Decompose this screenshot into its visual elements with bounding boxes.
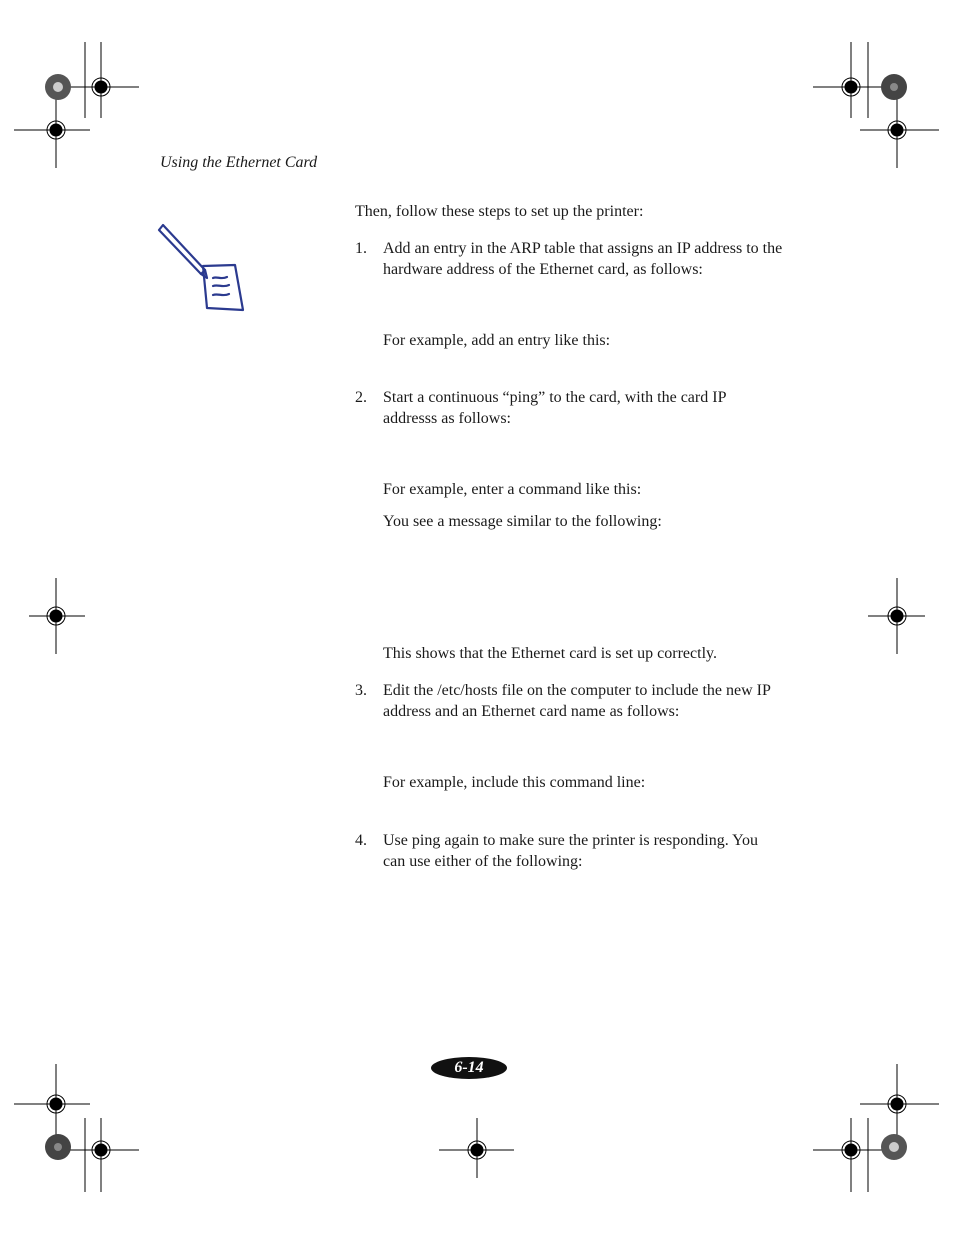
message-text: You see a message similar to the following: bbox=[383, 513, 662, 530]
crosshair-mark bbox=[62, 1118, 139, 1192]
step-number: 1. bbox=[355, 240, 367, 257]
crosshair-mark bbox=[62, 42, 139, 118]
crosshair-mark bbox=[14, 1064, 90, 1142]
crosshair-mark bbox=[29, 578, 85, 654]
step-number: 2. bbox=[355, 389, 367, 406]
crosshair-mark bbox=[860, 92, 939, 168]
step-number: 4. bbox=[355, 832, 367, 849]
result-text: This shows that the Ethernet card is set up correctly. bbox=[383, 645, 717, 662]
crosshair-mark bbox=[439, 1118, 514, 1178]
running-header: Using the Ethernet Card bbox=[160, 154, 318, 171]
step-text: Edit the /etc/hosts file on the computer to include the new IP address and an Ethernet card name as follows: bbox=[383, 682, 771, 720]
crosshair-mark bbox=[813, 1118, 890, 1192]
step-text: Use ping again to make sure the printer is responding. You can use either of the following: bbox=[383, 832, 759, 870]
crosshair-mark bbox=[868, 578, 925, 654]
step-number: 3. bbox=[355, 682, 367, 699]
example-text: For example, add an entry like this: bbox=[383, 332, 611, 349]
starburst-mark bbox=[881, 1134, 907, 1160]
note-pen-icon bbox=[155, 222, 250, 317]
starburst-mark bbox=[881, 74, 907, 100]
example-text: For example, enter a command like this: bbox=[383, 481, 642, 498]
example-text: For example, include this command line: bbox=[383, 774, 646, 791]
page-number-badge: 6-14 bbox=[431, 1057, 507, 1079]
intro-text: Then, follow these steps to set up the printer: bbox=[355, 203, 644, 220]
crosshair-mark bbox=[860, 1064, 939, 1142]
step-text: Add an entry in the ARP table that assigns an IP address to the hardware address of the Ethernet card, as follows: bbox=[383, 240, 783, 278]
starburst-mark bbox=[45, 1134, 71, 1160]
crosshair-mark bbox=[14, 92, 90, 168]
starburst-mark bbox=[45, 74, 71, 100]
crosshair-mark bbox=[813, 42, 890, 118]
step-text: Start a continuous “ping” to the card, with the card IP addresss as follows: bbox=[383, 389, 726, 427]
